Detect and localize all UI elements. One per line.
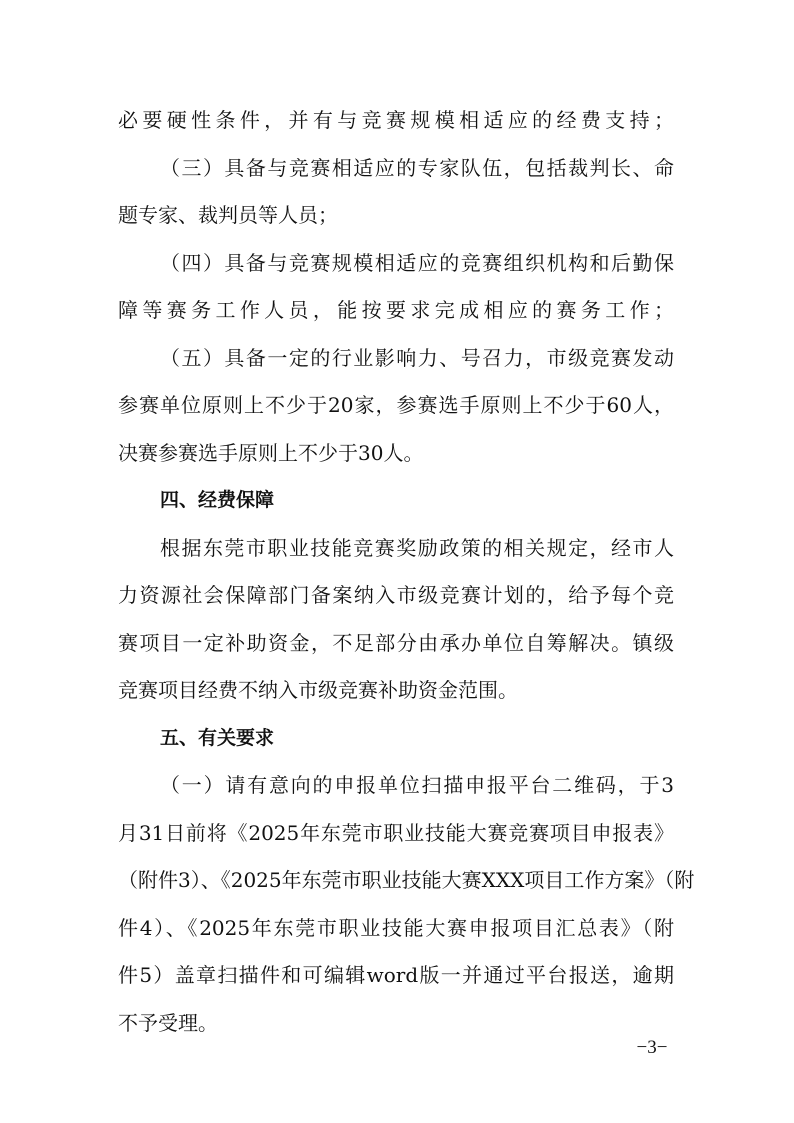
body-line: 题专家、裁判员等人员； (118, 203, 338, 227)
body-line: （一）请有意向的申报单位扫描申报平台二维码，于3 (160, 773, 674, 797)
section-heading-funding: 四、经费保障 (160, 489, 275, 511)
body-line: 件5）盖章扫描件和可编辑word版一并通过平台报送，逾期 (118, 963, 674, 987)
section-heading-requirements: 五、有关要求 (160, 726, 275, 749)
body-line: （五）具备一定的行业影响力、号召力，市级竞赛发动 (160, 345, 674, 370)
body-line: 决赛参赛选手原则上不少于30人。 (118, 440, 424, 465)
body-line: 月31日前将《2025年东莞市职业技能大赛竞赛项目申报表》 (118, 820, 674, 845)
body-line: （四）具备与竞赛规模相适应的竞赛组织机构和后勤保 (160, 250, 674, 275)
body-line: 根据东莞市职业技能竞赛奖励政策的相关规定，经市人 (160, 535, 674, 560)
page-number: −3− (636, 1037, 668, 1058)
body-line: 障等赛务工作人员，能按要求完成相应的赛务工作； (118, 298, 674, 322)
body-line: 不予受理。 (118, 1010, 218, 1035)
body-line: 件4）、《2025年东莞市职业技能大赛申报项目汇总表》（附 (118, 915, 674, 940)
body-line: （三）具备与竞赛相适应的专家队伍，包括裁判长、命 (160, 155, 674, 180)
body-line: 必要硬性条件，并有与竞赛规模相适应的经费支持； (118, 108, 674, 132)
body-line: （附件3）、《2025年东莞市职业技能大赛XXX项目工作方案》（附 (118, 868, 695, 892)
document-body (118, 97, 695, 1047)
body-line: 力资源社会保障部门备案纳入市级竞赛计划的，给予每个竞 (118, 583, 674, 607)
body-line: 赛项目一定补助资金，不足部分由承办单位自筹解决。镇级 (118, 630, 674, 655)
body-line: 参赛单位原则上不少于20家，参赛选手原则上不少于60人， (118, 393, 674, 417)
body-line: 竞赛项目经费不纳入市级竞赛补助资金范围。 (118, 678, 518, 702)
